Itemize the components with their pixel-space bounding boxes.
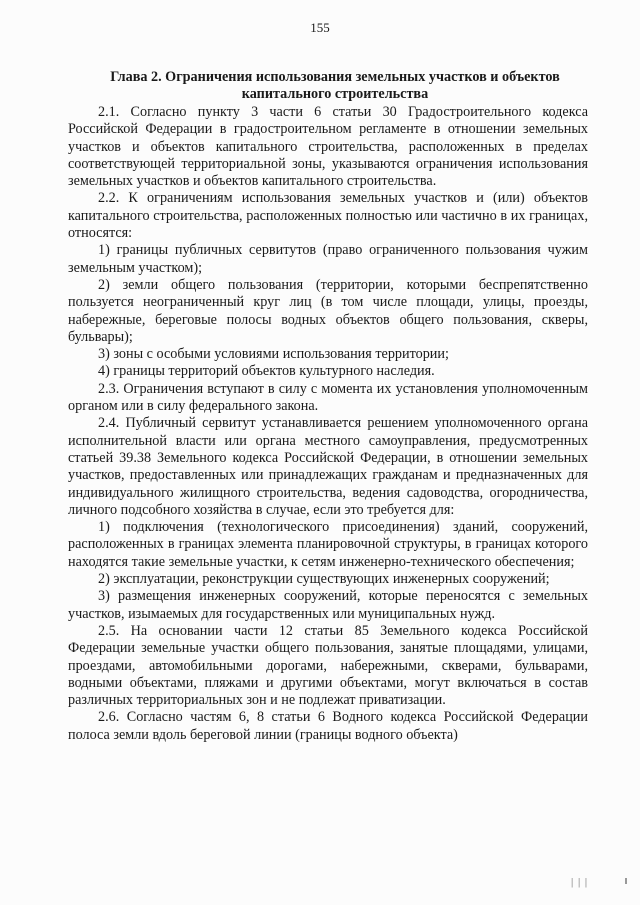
- page-number: 155: [310, 20, 330, 35]
- scan-corner-mark: | | |: [571, 876, 589, 888]
- servitude-item-3: 3) размещения инженерных сооружений, которые переносятся с земельных участков, изымаемых для государственных или муниципальных нужд.: [68, 588, 588, 622]
- servitude-item-1: 1) подключения (технологического присоединения) зданий, сооружений, расположенных в границах элемента планировочной структуры, в границах которого находятся такие земельные участки, к сетям инженерно-технического обеспечения;: [68, 519, 588, 570]
- paragraph-2-4: 2.4. Публичный сервитут устанавливается решением уполномоченного органа исполнительной власти или органа местного самоуправления, предусмотренных статьей 39.38 Земельного кодекса Российской Федерации, в отношении земельных участков, предоставленных или принадлежащих гражданам и предназначенных для индивидуального жилищного строительства, ведения садоводства, огородничества, личного подсобного хозяйства в случае, если это требуется для:: [68, 415, 588, 518]
- chapter-heading: Глава 2. Ограничения использования земельных участков и объектов капитального строительства: [110, 69, 560, 102]
- paragraph-2-3: 2.3. Ограничения вступают в силу с момента их установления уполномоченным органом или в силу федерального закона.: [68, 380, 588, 415]
- list-item-3: 3) зоны с особыми условиями использования территории;: [98, 346, 449, 363]
- paragraph-2-5: 2.5. На основании части 12 статьи 85 Земельного кодекса Российской Федерации земельные участки общего пользования, занятые площадями, улицами, проездами, автомобильными дорогами, набережными, скверами, бульварами, водными объектами, пляжами и другими объектами, могут включаться в состав различных территориальных зон и не подлежат приватизации.: [68, 622, 588, 709]
- list-item-1: 1) границы публичных сервитутов (право ограниченного пользования чужим земельным участком);: [68, 242, 588, 276]
- paragraph-2-2: 2.2. К ограничениям использования земельных участков и (или) объектов капитального строительства, расположенных полностью или частично в их границах, относятся:: [68, 190, 588, 242]
- scan-edge-mark: [625, 878, 627, 884]
- document-body: [68, 104, 588, 744]
- paragraph-2-6: 2.6. Согласно частям 6, 8 статьи 6 Водного кодекса Российской Федерации полоса земли вдоль береговой линии (границы водного объекта): [68, 709, 588, 743]
- paragraph-2-1: 2.1. Согласно пункту 3 части 6 статьи 30 Градостроительного кодекса Российской Федерации в градостроительном регламенте в отношении земельных участков и объектов капитального строительства, расположенных в пределах соответствующей территориальной зоны, указываются ограничения использования земельных участков и объектов капитального строительства.: [68, 104, 588, 190]
- list-item-2: 2) земли общего пользования (территории, которыми беспрепятственно пользуется неограниченный круг лиц (в том числе площади, улицы, проезды, набережные, береговые полосы водных объектов общего пользования, скверы, бульвары);: [68, 276, 588, 345]
- list-item-4: 4) границы территорий объектов культурного наследия.: [98, 363, 435, 380]
- servitude-item-2: 2) эксплуатации, реконструкции существующих инженерных сооружений;: [98, 571, 550, 588]
